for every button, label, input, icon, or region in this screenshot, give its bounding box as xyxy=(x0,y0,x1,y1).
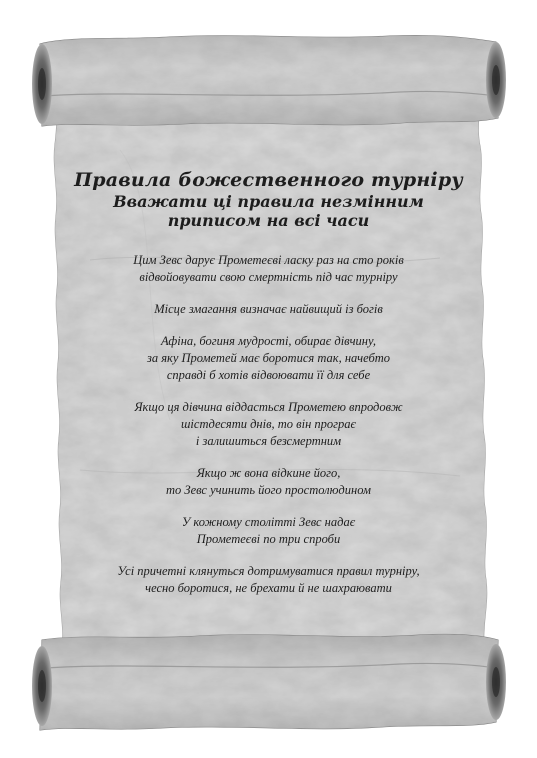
rule-line: Цим Зевс дарує Прометеєві ласку раз на сто років xyxy=(133,253,404,267)
rule-line: чесно боротися, не брехати й не шахраювати xyxy=(145,581,392,595)
rule-line: У кожному столітті Зевс надає xyxy=(181,515,356,529)
rule-line: за яку Прометей має боротися так, начебто xyxy=(146,351,391,365)
rule-item xyxy=(70,399,467,450)
rule-line: і залишиться безсмертним xyxy=(195,434,342,448)
top-roll xyxy=(32,35,506,126)
bottom-roll xyxy=(32,634,506,730)
rule-line: Місце змагання визначає найвищий із богів xyxy=(154,302,383,316)
rule-item xyxy=(70,301,467,318)
rule-line: Усі причетні клянуться дотримуватися правил турніру, xyxy=(117,564,420,578)
rule-line: шістдесяти днів, то він програє xyxy=(181,417,356,431)
rule-line: Афіна, богиня мудрості, обирає дівчину, xyxy=(160,334,377,348)
rule-item xyxy=(70,563,467,597)
scroll-subtitle xyxy=(70,192,467,230)
rule-line: Прометеєві по три спроби xyxy=(196,532,341,546)
rule-line: то Зевс учинить його простолюдином xyxy=(166,483,371,497)
scroll-text xyxy=(70,170,467,612)
rule-line: відвойовувати свою смертність під час турніру xyxy=(139,270,398,284)
rule-line: Якщо ця дівчина віддасться Прометею впродовж xyxy=(134,400,403,414)
rule-item xyxy=(70,465,467,499)
rule-line: справді б хотів відвоювати її для себе xyxy=(166,368,371,382)
rule-item xyxy=(70,514,467,548)
subtitle-line: Вважати ці правила незмінним xyxy=(113,192,424,211)
rule-item xyxy=(70,333,467,384)
scroll-title: Правила божественного турніру xyxy=(74,169,463,191)
rule-line: Якщо ж вона відкине його, xyxy=(196,466,341,480)
subtitle-line: приписом на всі часи xyxy=(167,211,370,230)
rule-item xyxy=(70,252,467,286)
rules-list xyxy=(70,252,467,597)
